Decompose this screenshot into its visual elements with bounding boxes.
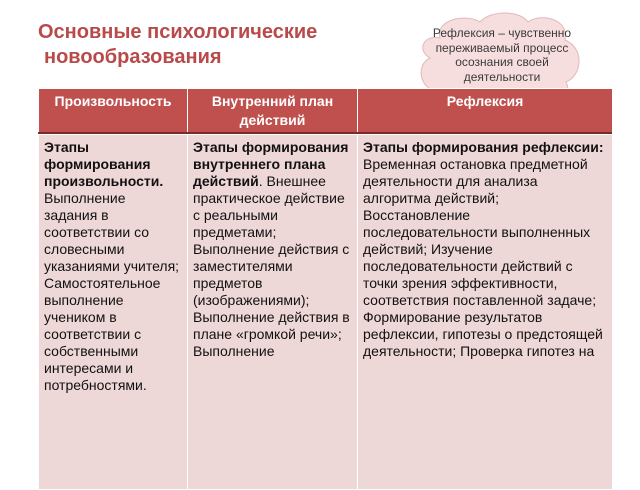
table-header-row	[39, 89, 613, 135]
cell-body: Выполнение задания в соответствии со словесными указаниями учителя; Самостоятельное выполнение учеником в соответствии с собственными интересами и потребностями.	[44, 190, 180, 393]
cell-voluntariness	[39, 135, 188, 490]
header-reflection: Рефлексия	[358, 89, 613, 135]
title-line-1: Основные психологические	[38, 21, 318, 43]
cell-heading: Этапы формирования рефлексии:	[363, 139, 604, 155]
psych-formations-table	[38, 88, 613, 490]
table-row	[39, 135, 613, 490]
cloud-text: Рефлексия – чувственно переживаемый процесс осознания своей деятельности	[432, 26, 572, 84]
header-divider	[38, 132, 612, 134]
cell-heading: Этапы формирования произвольности.	[44, 139, 164, 189]
header-internal-plan: Внутренний план действий	[188, 89, 358, 135]
header-voluntariness: Произвольность	[39, 89, 188, 135]
cell-internal-plan	[188, 135, 358, 490]
cell-body: Временная остановка предметной деятельности для анализа алгоритма действий; Восстановление последовательности выполненных действий; Изучение последовательности действий с точки зрения эффективности, соответствия поставленной задаче; Формирование результатов рефлексии, гипотезы о предстоящей деятельности; Проверка гипотез на	[363, 156, 603, 359]
page-title	[38, 20, 317, 70]
cell-body: Внешнее практическое действие с реальными предметами; Выполнение действия с заместителями предметов (изображениями); Выполнение действия в плане «громкой речи»; Выполнение	[193, 173, 350, 359]
title-line-2: новообразования	[44, 46, 222, 68]
cell-heading: Этапы формирования внутреннего плана действий	[193, 139, 349, 189]
cell-reflection	[358, 135, 613, 490]
cell-heading-end: .	[258, 173, 263, 189]
